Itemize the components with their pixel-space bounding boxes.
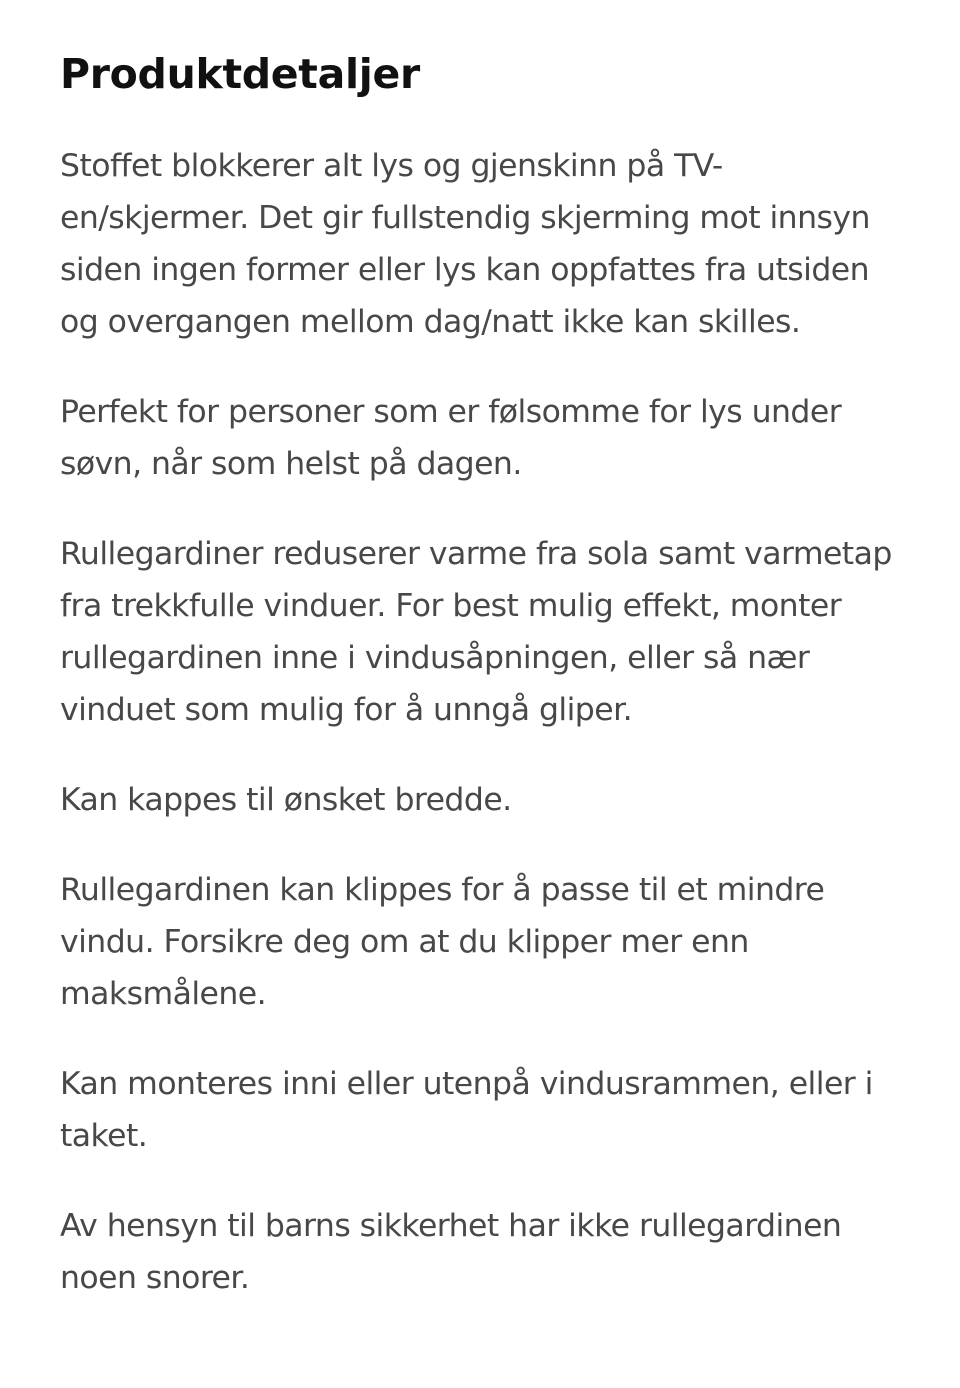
section-title: Produktdetaljer (60, 50, 420, 98)
detail-paragraph-cut-to-width: Kan kappes til ønsket bredde. (60, 782, 512, 818)
detail-paragraph-child-safety: Av hensyn til barns sikkerhet har ikke rullegardinen noen snorer. (60, 1208, 842, 1296)
detail-paragraph-cutting-instructions: Rullegardinen kan klippes for å passe til et mindre vindu. Forsikre deg om at du klipper mer enn maksmålene. (60, 872, 825, 1012)
detail-paragraph-light-blocking: Stoffet blokkerer alt lys og gjenskinn på TV-en/skjermer. Det gir fullstendig skjerming mot innsyn siden ingen former eller lys kan oppfattes fra utsiden og overgangen mellom dag/natt ikke kan skilles. (60, 148, 870, 340)
detail-paragraph-mounting: Kan monteres inni eller utenpå vindusrammen, eller i taket. (60, 1066, 873, 1154)
detail-paragraph-heat-reduction: Rullegardiner reduserer varme fra sola samt varmetap fra trekkfulle vinduer. For best mulig effekt, monter rullegardinen inne i vindusåpningen, eller så nær vinduet som mulig for å unngå gliper. (60, 536, 892, 728)
product-details-text (60, 140, 905, 1304)
detail-paragraph-light-sensitive: Perfekt for personer som er følsomme for lys under søvn, når som helst på dagen. (60, 394, 842, 482)
